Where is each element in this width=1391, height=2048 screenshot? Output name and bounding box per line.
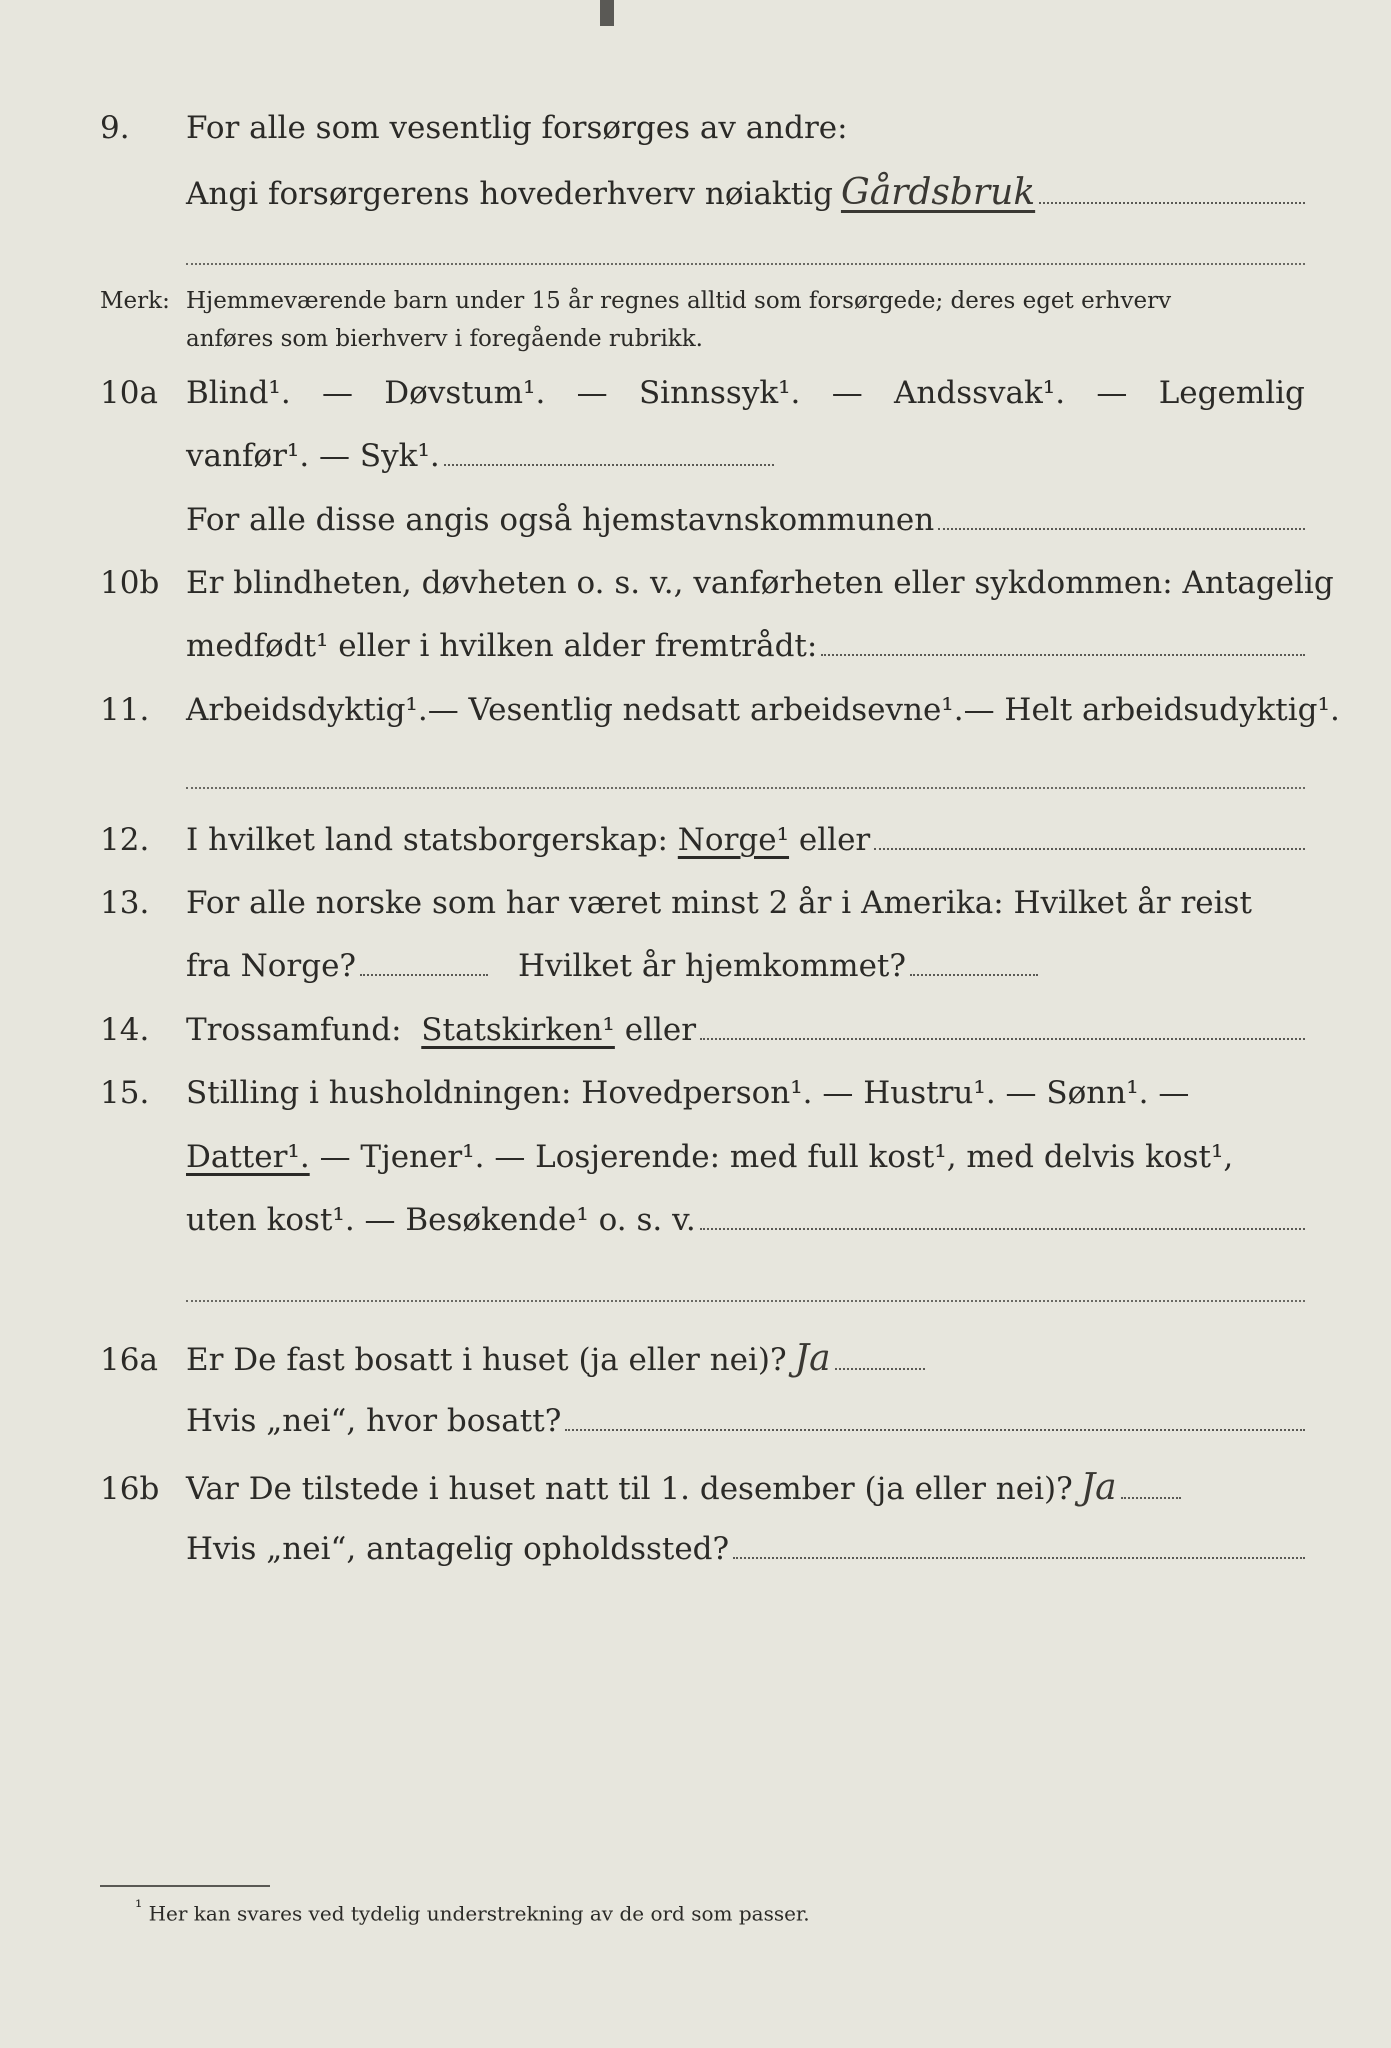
q15-line2-rest[interactable]: — Tjener¹. — Losjerende: med full kost¹, med delvis kost¹, (319, 1139, 1234, 1175)
q13-line1 (100, 885, 1305, 921)
q10a-hjemstavn-blank (938, 527, 1305, 530)
q12-prompt: I hvilket land statsborgerskap: (186, 822, 668, 858)
note-label: Merk: (100, 288, 170, 314)
q16a-bosatt-prompt: Hvis „nei“, hvor bosatt? (186, 1403, 562, 1439)
q16a-prompt: Er De fast bosatt i huset (ja eller nei)? (186, 1342, 787, 1378)
q13-hjemkommet-blank (910, 973, 1038, 976)
q14-eller: eller (624, 1012, 697, 1048)
q10b-line2 (100, 628, 1305, 664)
q12-number: 12. (100, 822, 150, 858)
q16b-opholdssted-prompt: Hvis „nei“, antagelig opholdssted? (186, 1531, 730, 1567)
q15-line3 (100, 1202, 1305, 1238)
q10b-number: 10b (100, 565, 160, 601)
q13-reist-blank (360, 973, 488, 976)
q12-line (100, 822, 1305, 858)
q16b-number: 16b (100, 1471, 160, 1507)
footnote-text: Her kan svares ved tydelig understrekning av de ord som passer. (148, 1901, 810, 1926)
q10a-legemlig[interactable]: Legemlig (1158, 375, 1305, 411)
q15-datter-underlined[interactable]: Datter¹. (186, 1139, 310, 1175)
q13-line2 (100, 948, 1305, 984)
footnote (135, 1897, 810, 1926)
q16b-answer-line (1121, 1496, 1181, 1499)
q14-statskirken-underlined[interactable]: Statskirken¹ (421, 1012, 615, 1048)
q10a-dovstum[interactable]: Døvstum¹. (384, 375, 546, 411)
q10a-line1: 10a Blind¹. — Døvstum¹. — Sinnssyk¹. — Andssvak¹. — Legemlig (100, 375, 1305, 411)
q9-answer-line (1039, 201, 1305, 204)
q10b-line1 (100, 565, 1334, 601)
q9-answer-handwritten[interactable]: Gårdsbruk (840, 172, 1036, 213)
q15-text[interactable]: Stilling i husholdningen: Hovedperson¹. — Hustru¹. — Sønn¹. — (186, 1075, 1190, 1111)
q12-blank (874, 847, 1305, 850)
q13-number: 13. (100, 885, 150, 921)
note-line2: anføres som bierhverv i foregående rubrikk. (186, 326, 703, 352)
q16b-answer-handwritten[interactable]: Ja (1080, 1467, 1117, 1508)
q16a-answer-handwritten[interactable]: Ja (794, 1338, 831, 1379)
q11-udyktig[interactable]: — Helt arbeidsudyktig¹. (963, 692, 1340, 728)
q15-line1 (100, 1075, 1305, 1111)
q14-number: 14. (100, 1012, 150, 1048)
q10a-sinnssyk[interactable]: Sinnssyk¹. (638, 375, 801, 411)
q15-blank (700, 1227, 1305, 1230)
q16b-opholdssted-blank (733, 1556, 1305, 1559)
q10a-line3 (100, 502, 1305, 538)
q11-line (100, 692, 1340, 728)
q9-line1 (100, 110, 1305, 146)
q10a-line2 (100, 438, 1305, 474)
ink-smudge (600, 0, 614, 26)
q12-eller: eller (798, 822, 871, 858)
q15-number: 15. (100, 1075, 150, 1111)
q10a-andssvak[interactable]: Andssvak¹. (894, 375, 1066, 411)
q12-norge-underlined[interactable]: Norge¹ (677, 822, 790, 858)
q15-line3-text[interactable]: uten kost¹. — Besøkende¹ o. s. v. (186, 1202, 696, 1238)
q13-hjemkommet-prompt: Hvilket år hjemkommet? (518, 948, 907, 984)
q10a-blind[interactable]: Blind¹. (186, 375, 291, 411)
q13-reist-prompt: fra Norge? (186, 948, 357, 984)
q16a-number: 16a (100, 1342, 158, 1378)
q16a-line1 (100, 1338, 1305, 1379)
q9-prompt: Angi forsørgerens hovederhverv nøiaktig (186, 176, 833, 212)
q10a-line2-blank (444, 463, 774, 466)
note-block (100, 282, 1305, 358)
separator (186, 787, 1305, 789)
q9-number: 9. (100, 110, 130, 146)
q14-blank (700, 1037, 1305, 1040)
q16b-line2 (100, 1531, 1305, 1567)
q10b-prompt: medfødt¹ eller i hvilken alder fremtrådt: (186, 628, 818, 664)
separator (186, 1300, 1305, 1302)
q13-text: For alle norske som har været minst 2 år i Amerika: Hvilket år reist (186, 885, 1252, 921)
q10b-text: Er blindheten, døvheten o. s. v., vanførheten eller sykdommen: Antagelig (186, 565, 1334, 601)
footnote-marker: ¹ (135, 1897, 143, 1918)
separator (186, 263, 1305, 265)
q16a-bosatt-blank (565, 1428, 1305, 1431)
q14-prompt: Trossamfund: (186, 1012, 402, 1048)
q11-nedsatt[interactable]: — Vesentlig nedsatt arbeidsevne¹. (427, 692, 964, 728)
q11-number: 11. (100, 692, 150, 728)
q15-line2 (100, 1139, 1305, 1175)
q16b-line1 (100, 1467, 1305, 1508)
note-line1: Hjemmeværende barn under 15 år regnes alltid som forsørgede; deres eget erhverv (186, 288, 1172, 314)
q9-text: For alle som vesentlig forsørges av andre: (186, 110, 848, 146)
q10a-vanfor-syk[interactable]: vanfør¹. — Syk¹. (186, 438, 440, 474)
q10a-number: 10a (100, 375, 158, 411)
q11-arbeidsdyktig[interactable]: Arbeidsdyktig¹. (186, 692, 428, 728)
q10b-blank (821, 653, 1305, 656)
q9-line2 (100, 172, 1305, 213)
q16a-line2 (100, 1403, 1305, 1439)
q14-line (100, 1012, 1305, 1048)
q10a-hjemstavn-prompt: For alle disse angis også hjemstavnskommunen (186, 502, 935, 538)
q16a-answer-line (835, 1367, 925, 1370)
q16b-prompt: Var De tilstede i huset natt til 1. desember (ja eller nei)? (186, 1471, 1073, 1507)
footnote-rule (100, 1885, 270, 1887)
